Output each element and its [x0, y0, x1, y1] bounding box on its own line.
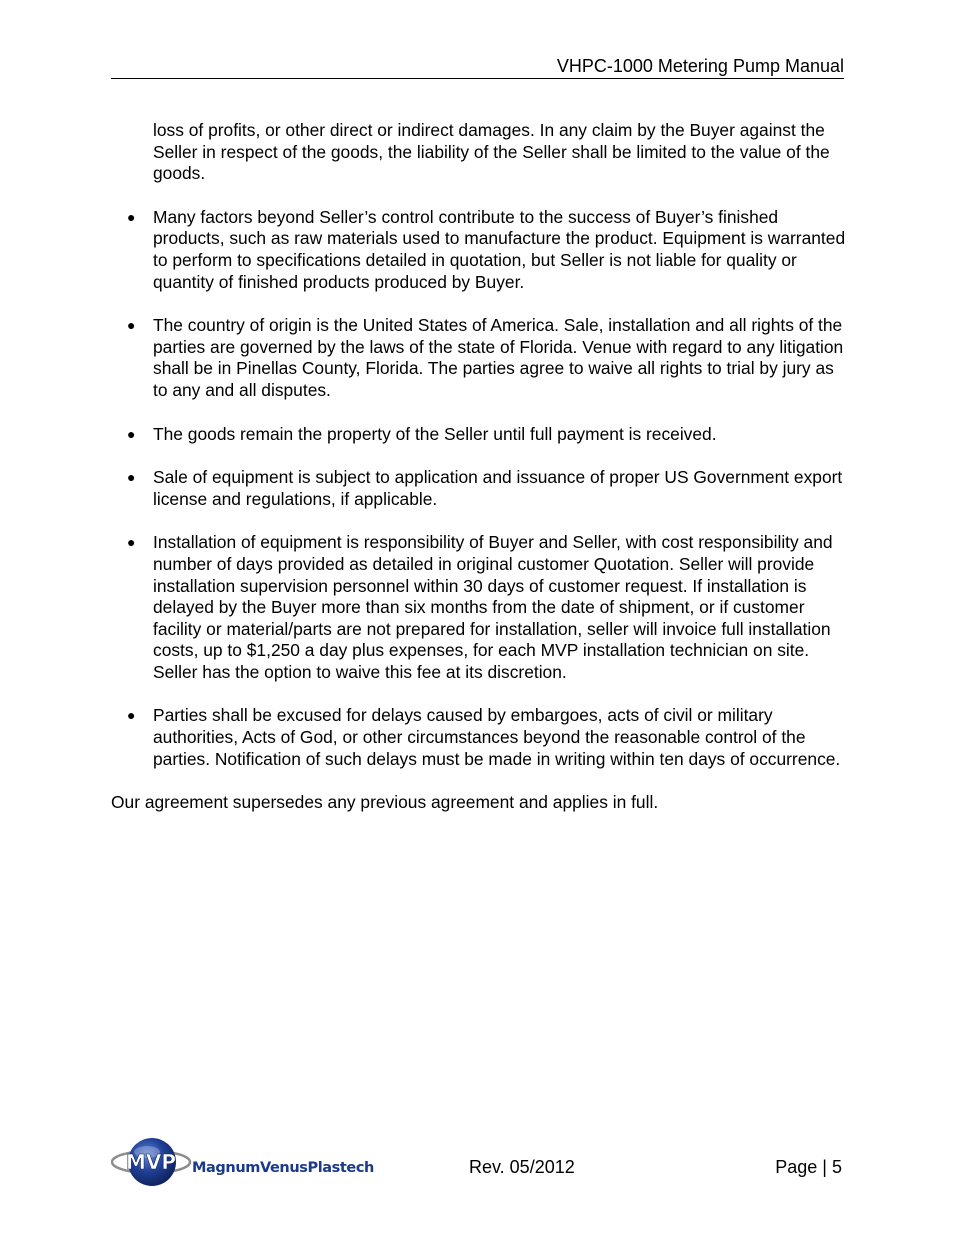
list-item: [111, 705, 846, 770]
bullet-icon: ●: [127, 534, 136, 551]
list-item-text: The goods remain the property of the Seller until full payment is received.: [153, 423, 717, 444]
bullet-icon: ●: [127, 707, 136, 724]
logo-mark: MVP: [125, 1150, 177, 1174]
list-item: [111, 467, 846, 510]
continuation-paragraph: loss of profits, or other direct or indirect damages. In any claim by the Buyer against the Seller in respect of the goods, the liability of the Seller shall be limited to the value of the goods.: [153, 120, 830, 184]
document-title: VHPC-1000 Metering Pump Manual: [556, 56, 844, 76]
list-item-text: Installation of equipment is responsibility of Buyer and Seller, with cost responsibility and number of days provided as detailed in original customer Quotation. Seller will provide installation supervision personnel within 30 days of customer request. If installation is delayed by the Buyer more than six months from the date of shipment, or if customer facility or material/parts are not prepared for installation, seller will invoice full installation costs, up to $1,250 a day plus expenses, for each MVP installation technician on site. Seller has the option to waive this fee at its discretion.: [153, 532, 833, 682]
closing-paragraph: Our agreement supersedes any previous agreement and applies in full.: [111, 792, 659, 813]
list-item-text: Many factors beyond Seller’s control contribute to the success of Buyer’s finished products, such as raw materials used to manufacture the product. Equipment is warranted to perform to specifications detailed in quotation, but Seller is not liable for quality or quantity of finished products produced by Buyer.: [153, 206, 846, 292]
list-item-text: The country of origin is the United States of America. Sale, installation and all rights of the parties are governed by the laws of the state of Florida. Venue with regard to any litigation shall be in Pinellas County, Florida. The parties agree to waive all rights to trial by jury as to any and all disputes.: [153, 315, 844, 400]
bullet-icon: ●: [127, 469, 136, 486]
page-footer: [111, 1130, 844, 1190]
logo-company-name: MagnumVenusPlastech: [192, 1160, 374, 1176]
list-item: [111, 207, 846, 293]
revision-date: Rev. 05/2012: [469, 1157, 575, 1177]
list-item: [111, 532, 846, 683]
terms-list: [111, 207, 846, 770]
bullet-icon: ●: [127, 208, 136, 225]
document-body: [111, 120, 846, 814]
list-item-text: Parties shall be excused for delays caused by embargoes, acts of civil or military authorities, Acts of God, or other circumstances beyond the reasonable control of the parties. Notification of such delays must be made in writing within ten days of occurrence.: [153, 705, 841, 769]
bullet-icon: ●: [127, 425, 136, 442]
list-item: [111, 315, 846, 401]
page-header: [111, 54, 844, 79]
page-number: Page | 5: [775, 1157, 842, 1177]
list-item: [111, 424, 846, 446]
mvp-logo: [111, 1130, 401, 1190]
bullet-icon: ●: [127, 317, 136, 334]
list-item-text: Sale of equipment is subject to application and issuance of proper US Government export license and regulations, if applicable.: [153, 467, 843, 509]
